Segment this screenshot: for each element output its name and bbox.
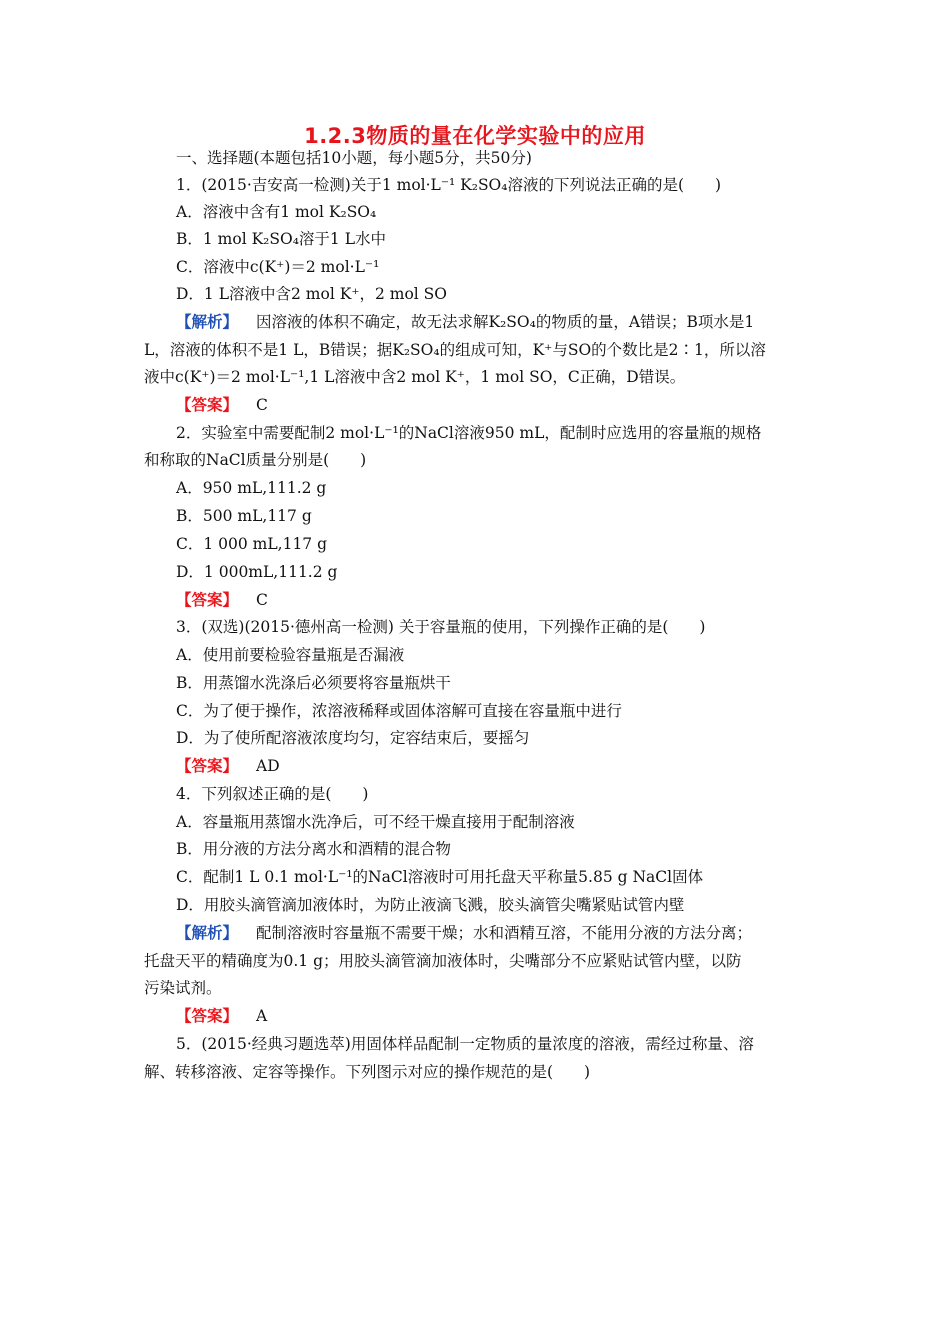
q1-answer [176,394,268,416]
q1-analysis-line3: 液中c(K⁺)＝2 mol·L⁻¹,1 L溶液中含2 mol K⁺，1 mol SO，C正确，D错误。 [144,368,686,386]
q3-option-d: D．为了使所配溶液浓度均匀，定容结束后，要摇匀 [176,729,530,747]
q2-option-b: B．500 mL,117 g [176,507,312,525]
q3-answer-value: AD [256,757,280,775]
q2-option-a: A．950 mL,111.2 g [176,479,327,497]
q3-option-b: B．用蒸馏水洗涤后必须要将容量瓶烘干 [176,674,451,692]
q2-stem: 2．实验室中需要配制2 mol·L⁻¹的NaCl溶液950 mL，配制时应选用的容量瓶的规格 [176,424,762,442]
q3-answer [176,755,280,777]
q4-analysis-line2: 托盘天平的精确度为0.1 g；用胶头滴管滴加液体时，尖嘴部分不应紧贴试管内壁，以防 [144,952,742,970]
q4-option-d: D．用胶头滴管滴加液体时，为防止液滴飞溅，胶头滴管尖嘴紧贴试管内壁 [176,896,685,914]
q4-answer [176,1005,267,1027]
q4-analysis-line3: 污染试剂。 [144,979,222,997]
q1-stem: 1．(2015·吉安高一检测)关于1 mol·L⁻¹ K₂SO₄溶液的下列说法正确的是( ) [176,176,722,194]
q3-option-a: A．使用前要检验容量瓶是否漏液 [176,646,405,664]
q4-option-a: A．容量瓶用蒸馏水洗净后，可不经干燥直接用于配制溶液 [176,813,575,831]
answer-label: 【答案】 [176,395,239,414]
answer-label: 【答案】 [176,756,239,775]
q1-option-d: D．1 L溶液中含2 mol K⁺，2 mol SO [176,285,448,303]
q4-stem: 4．下列叙述正确的是( ) [176,785,369,803]
q5-stem-line2: 解、转移溶液、定容等操作。下列图示对应的操作规范的是( ) [144,1063,591,1081]
q2-option-d: D．1 000mL,111.2 g [176,563,338,581]
q2-answer-value: C [256,591,268,609]
q3-option-c: C．为了便于操作，浓溶液稀释或固体溶解可直接在容量瓶中进行 [176,702,622,720]
page-title: 1.2.3物质的量在化学实验中的应用 [304,124,646,148]
q4-option-c: C．配制1 L 0.1 mol·L⁻¹的NaCl溶液时可用托盘天平称量5.85 g NaCl固体 [176,868,704,886]
q1-answer-value: C [256,396,268,414]
q2-answer [176,589,268,611]
q3-stem: 3．(双选)(2015·德州高一检测) 关于容量瓶的使用，下列操作正确的是( ) [176,618,706,636]
q1-option-c: C．溶液中c(K⁺)＝2 mol·L⁻¹ [176,258,380,276]
q1-option-b: B．1 mol K₂SO₄溶于1 L水中 [176,230,387,248]
q5-stem: 5．(2015·经典习题选萃)用固体样品配制一定物质的量浓度的溶液，需经过称量、溶 [176,1035,754,1053]
analysis-label: 【解析】 [176,312,239,331]
section-heading: 一、选择题(本题包括10小题，每小题5分，共50分) [176,149,532,167]
q2-stem-line2: 和称取的NaCl质量分别是( ) [144,451,367,469]
q4-answer-value: A [256,1007,268,1025]
q1-analysis-line2: L，溶液的体积不是1 L，B错误；据K₂SO₄的组成可知，K⁺与SO的个数比是2∶1，所以溶 [144,341,766,359]
q1-analysis-text: 因溶液的体积不确定，故无法求解K₂SO₄的物质的量，A错误；B项水是1 [256,313,755,331]
q1-option-a: A．溶液中含有1 mol K₂SO₄ [176,203,377,221]
q4-option-b: B．用分液的方法分离水和酒精的混合物 [176,840,451,858]
answer-label: 【答案】 [176,1006,239,1025]
answer-label: 【答案】 [176,590,239,609]
analysis-label: 【解析】 [176,923,239,942]
q4-analysis [176,922,752,944]
q1-analysis [176,311,754,333]
q2-option-c: C．1 000 mL,117 g [176,535,328,553]
q4-analysis-text: 配制溶液时容量瓶不需要干燥；水和酒精互溶，不能用分液的方法分离； [256,924,753,942]
